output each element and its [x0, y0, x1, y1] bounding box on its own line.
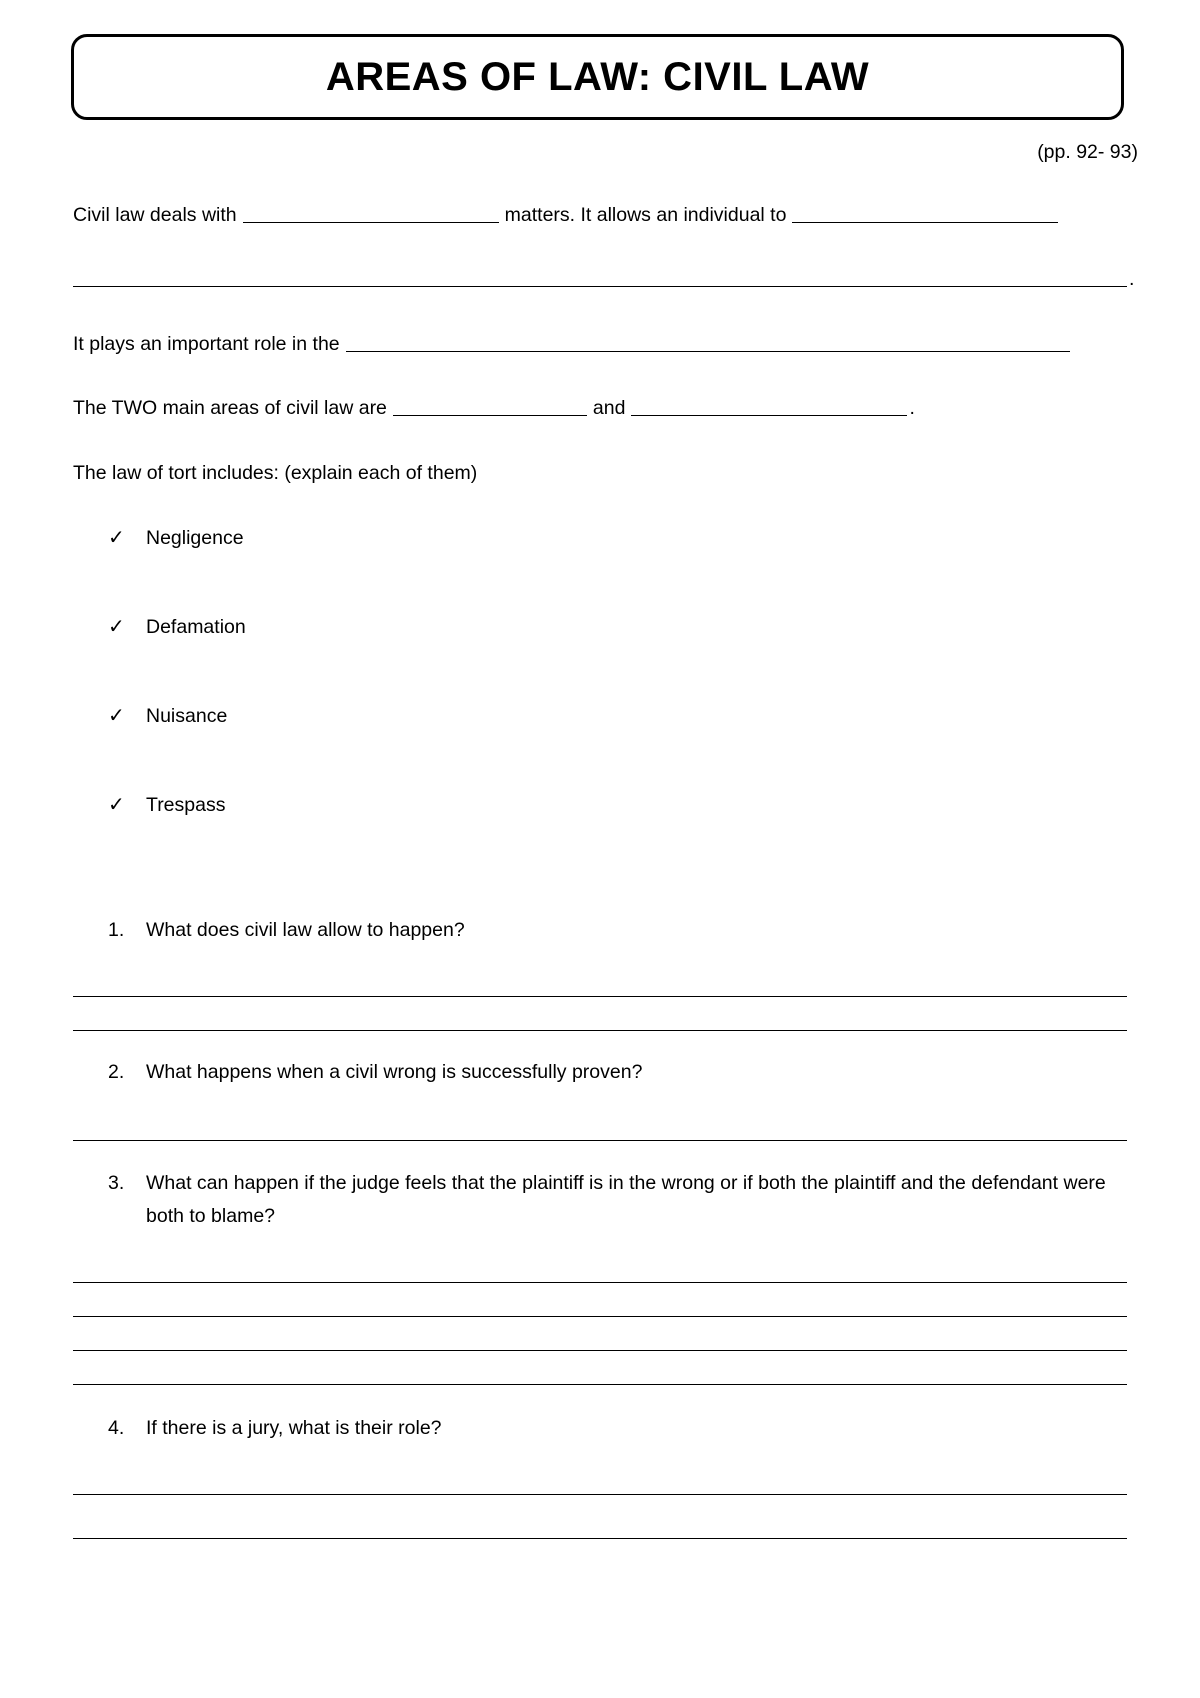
- question-4-text: If there is a jury, what is their role?: [146, 1417, 442, 1439]
- blank-allows[interactable]: [792, 221, 1058, 223]
- question-4-number: 4.: [108, 1417, 125, 1439]
- answer-line[interactable]: [73, 1316, 1127, 1317]
- intro-text-allows-individual: matters. It allows an individual to: [504, 204, 787, 226]
- question-2-text: What happens when a civil wrong is successfully proven?: [146, 1061, 643, 1083]
- blank-area-one[interactable]: [393, 414, 587, 416]
- intro-text-and: and: [592, 397, 626, 419]
- intro-line-4-period: .: [909, 397, 915, 419]
- page-reference: (pp. 92- 93): [1037, 141, 1138, 163]
- intro-line-5: [73, 462, 477, 485]
- checkmark-icon: ✓: [108, 616, 125, 638]
- intro-line-4: [73, 397, 915, 420]
- answer-line[interactable]: [73, 1384, 1127, 1385]
- title-box: [71, 34, 1124, 120]
- intro-line-1: [73, 204, 1064, 227]
- question-1-text: What does civil law allow to happen?: [146, 919, 465, 941]
- question-3-text: What can happen if the judge feels that the plaintiff is in the wrong or if both the plaintiff and the defendant were both to blame?: [146, 1172, 1106, 1227]
- page-title: AREAS OF LAW: CIVIL LAW: [325, 54, 870, 99]
- blank-matters[interactable]: [243, 221, 499, 223]
- blank-area-two[interactable]: [631, 414, 907, 416]
- checkmark-icon: ✓: [108, 527, 125, 549]
- tort-item-negligence: Negligence: [146, 527, 244, 549]
- answer-line[interactable]: [73, 1140, 1127, 1141]
- intro-text-important-role: It plays an important role in the: [73, 333, 340, 355]
- answer-line[interactable]: [73, 996, 1127, 997]
- answer-line[interactable]: [73, 1350, 1127, 1351]
- intro-line-3: [73, 333, 1076, 356]
- checkmark-icon: ✓: [108, 794, 125, 816]
- intro-line-2: [73, 268, 1134, 291]
- answer-line[interactable]: [73, 1494, 1127, 1495]
- answer-line[interactable]: [73, 1282, 1127, 1283]
- question-1-number: 1.: [108, 919, 125, 941]
- tort-item-trespass: Trespass: [146, 794, 226, 816]
- intro-text-civil-law-deals: Civil law deals with: [73, 204, 237, 226]
- tort-item-defamation: Defamation: [146, 616, 246, 638]
- answer-line[interactable]: [73, 1538, 1127, 1539]
- question-2-number: 2.: [108, 1061, 125, 1083]
- intro-line-2-period: .: [1129, 268, 1135, 290]
- answer-line[interactable]: [73, 1030, 1127, 1031]
- blank-full-line[interactable]: [73, 285, 1127, 287]
- blank-important-role[interactable]: [346, 350, 1070, 352]
- question-3-number: 3.: [108, 1172, 125, 1194]
- tort-item-nuisance: Nuisance: [146, 705, 228, 727]
- checkmark-icon: ✓: [108, 705, 125, 727]
- intro-text-two-main-areas: The TWO main areas of civil law are: [73, 397, 387, 419]
- intro-text-law-of-tort: The law of tort includes: (explain each of them): [73, 462, 478, 484]
